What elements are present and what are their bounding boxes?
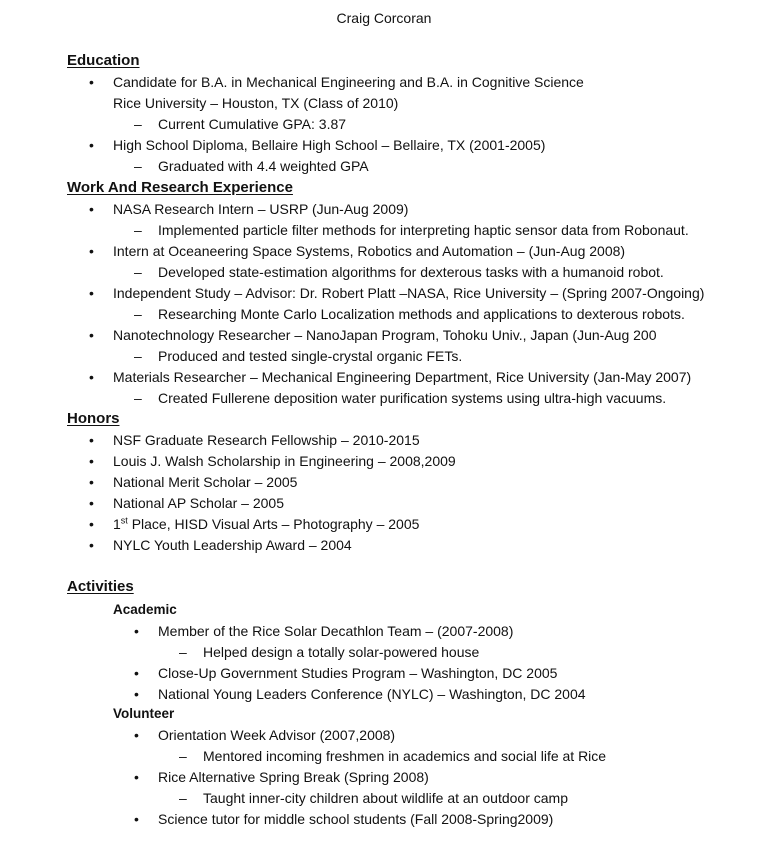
honors-heading: Honors [67, 410, 120, 427]
work-detail: – Produced and tested single-crystal organic FETs. [158, 348, 462, 365]
activity-detail: – Helped design a totally solar-powered house [203, 644, 479, 661]
highschool-item: • High School Diploma, Bellaire High School – Bellaire, TX (2001-2005) [113, 137, 545, 154]
work-detail: – Researching Monte Carlo Localization methods and applications to dexterous robots. [158, 306, 685, 323]
honor-item: • Louis J. Walsh Scholarship in Engineering – 2008,2009 [113, 453, 456, 470]
honor-place-suffix: st [120, 515, 128, 526]
activity-item: • Science tutor for middle school students (Fall 2008-Spring2009) [158, 811, 553, 828]
honor-item: • NYLC Youth Leadership Award – 2004 [113, 537, 352, 554]
work-item: • Intern at Oceaneering Space Systems, Robotics and Automation – (Jun-Aug 2008) [113, 243, 625, 260]
activity-item: • Orientation Week Advisor (2007,2008) [158, 727, 395, 744]
activities-heading: Activities [67, 578, 134, 595]
honor-item: • National Merit Scholar – 2005 [113, 474, 297, 491]
activity-item: • Member of the Rice Solar Decathlon Team – (2007-2008) [158, 623, 513, 640]
work-detail: – Implemented particle filter methods for interpreting haptic sensor data from Robonaut. [158, 222, 689, 239]
academic-subheading: Academic [113, 602, 177, 617]
work-item: • NASA Research Intern – USRP (Jun-Aug 2009) [113, 201, 408, 218]
education-heading: Education [67, 52, 140, 69]
volunteer-subheading: Volunteer [113, 706, 175, 721]
hs-gpa-item: – Graduated with 4.4 weighted GPA [158, 158, 369, 175]
activity-item: • National Young Leaders Conference (NYLC) – Washington, DC 2004 [158, 686, 586, 703]
degree-item: • Candidate for B.A. in Mechanical Engineering and B.A. in Cognitive Science [113, 74, 584, 91]
work-detail: – Developed state-estimation algorithms for dexterous tasks with a humanoid robot. [158, 264, 664, 281]
work-item: • Materials Researcher – Mechanical Engineering Department, Rice University (Jan-May 2007) [113, 369, 691, 386]
resume-name: Craig Corcoran [336, 10, 432, 26]
activity-item: • Rice Alternative Spring Break (Spring 2008) [158, 769, 429, 786]
honor-item [113, 516, 419, 533]
work-detail: – Created Fullerene deposition water purification systems using ultra-high vacuums. [158, 390, 666, 407]
activity-item: • Close-Up Government Studies Program – Washington, DC 2005 [158, 665, 557, 682]
gpa-item: – Current Cumulative GPA: 3.87 [158, 116, 346, 133]
school-line: Rice University – Houston, TX (Class of 2010) [113, 95, 399, 111]
activity-detail: – Mentored incoming freshmen in academics and social life at Rice [203, 748, 606, 765]
honor-place-text: Place, HISD Visual Arts – Photography – 2005 [127, 516, 420, 532]
work-item: • Nanotechnology Researcher – NanoJapan Program, Tohoku Univ., Japan (Jun-Aug 200 [113, 327, 656, 344]
honor-item: • National AP Scholar – 2005 [113, 495, 284, 512]
activity-detail: – Taught inner-city children about wildlife at an outdoor camp [203, 790, 568, 807]
work-item: • Independent Study – Advisor: Dr. Robert Platt –NASA, Rice University – (Spring 2007-Ongoing) [113, 285, 704, 302]
work-heading: Work And Research Experience [67, 179, 293, 196]
honor-place-number: 1 [113, 516, 121, 532]
honor-item: • NSF Graduate Research Fellowship – 2010-2015 [113, 432, 420, 449]
